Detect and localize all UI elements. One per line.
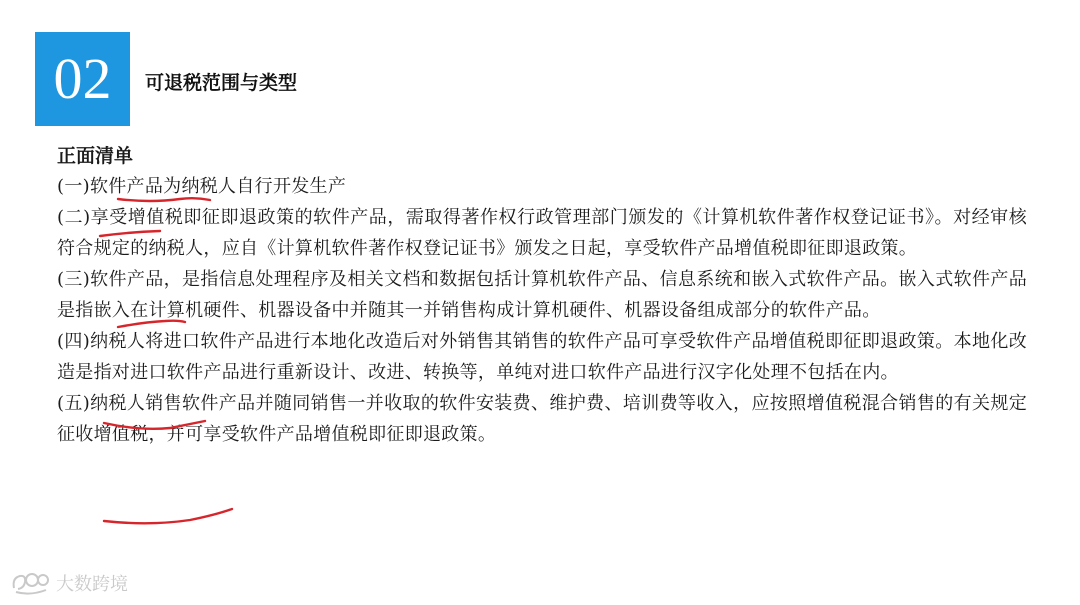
list-item-3: (三)软件产品，是指信息处理程序及相关文档和数据包括计算机软件产品、信息系统和嵌入式软件产品。嵌入式软件产品是指嵌入在计算机硬件、机器设备中并随其一并销售构成计算机硬件、机器设备组成部分的软件产品。 bbox=[57, 269, 1027, 321]
section-title: 可退税范围与类型 bbox=[145, 72, 298, 94]
list-item-4: (四)纳税人将进口软件产品进行本地化改造后对外销售其销售的软件产品可享受软件产品增值税即征即退政策。本地化改造是指对进口软件产品进行重新设计、改进、转换等，单纯对进口软件产品进行汉字化处理不包括在内。 bbox=[57, 331, 1027, 383]
watermark-text: 大数跨境 bbox=[56, 574, 128, 595]
list-item-1: (一)软件产品为纳税人自行开发生产 bbox=[57, 176, 347, 197]
section-number-badge bbox=[35, 32, 130, 126]
list-heading: 正面清单 bbox=[57, 145, 134, 167]
list-item-2: (二)享受增值税即征即退政策的软件产品，需取得著作权行政管理部门颁发的《计算机软件著作权登记证书》。对经审核符合规定的纳税人，应自《计算机软件著作权登记证书》颁发之日起，享受软件产品增值税即征即退政策。 bbox=[57, 207, 1027, 259]
logo-icon bbox=[10, 570, 50, 596]
list-item-5: (五)纳税人销售软件产品并随同销售一并收取的软件安装费、维护费、培训费等收入，应按照增值税混合销售的有关规定征收增值税，并可享受软件产品增值税即征即退政策。 bbox=[57, 393, 1027, 445]
watermark bbox=[10, 570, 128, 596]
section-number: 02 bbox=[53, 46, 112, 111]
annotation-underline-5 bbox=[104, 509, 232, 523]
positive-list bbox=[57, 143, 1027, 450]
